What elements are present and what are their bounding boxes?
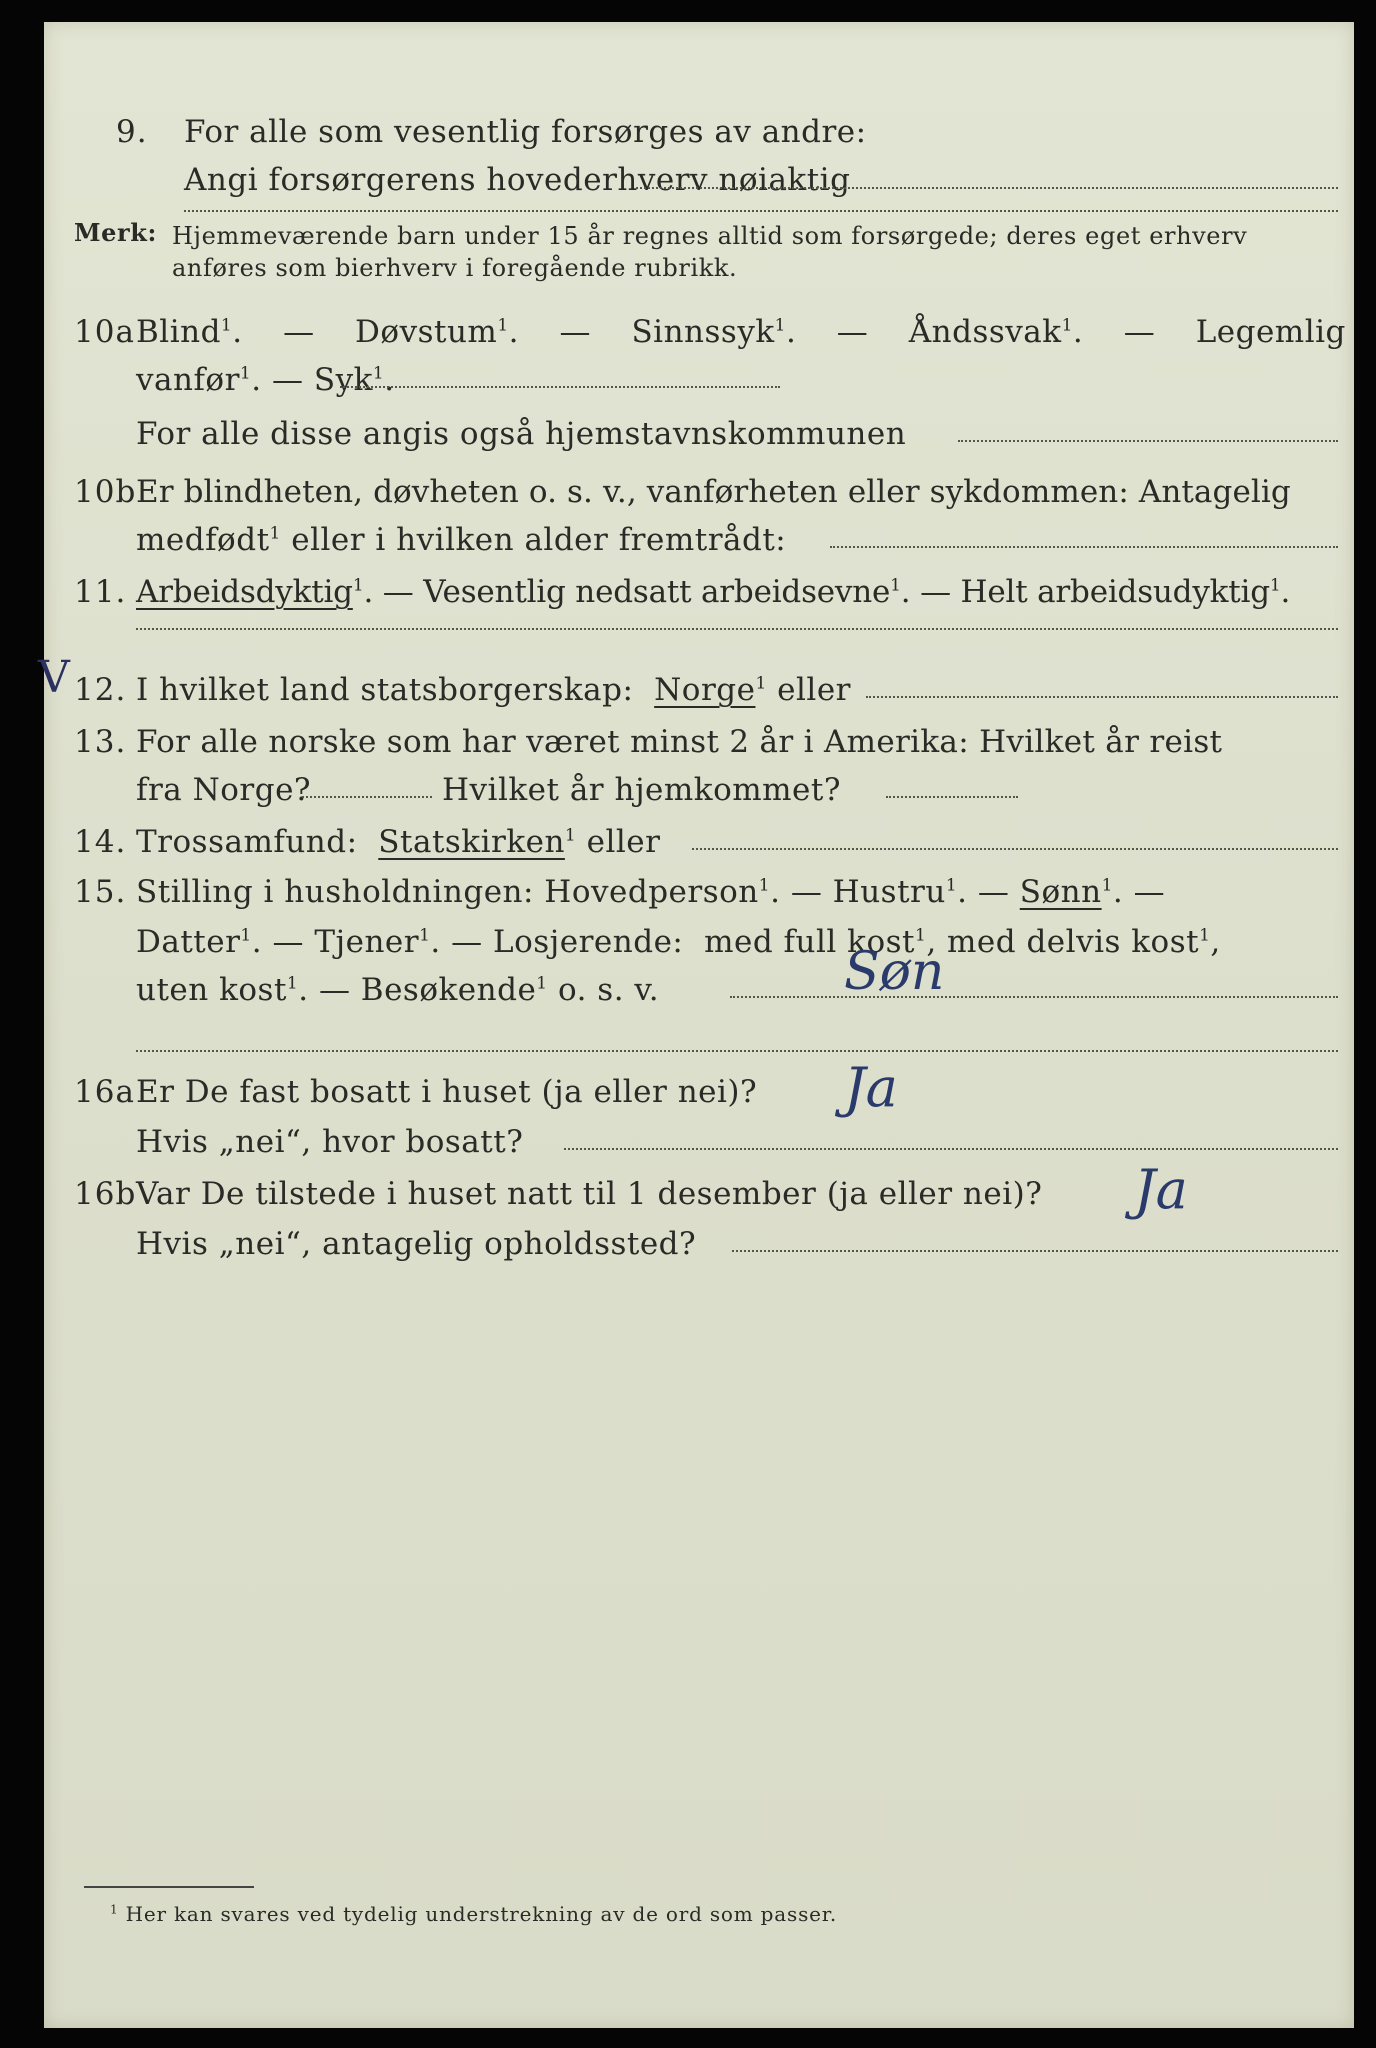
q16a-number: 16a (74, 1074, 135, 1110)
q9-number: 9. (116, 114, 148, 150)
merk-label: Merk: (74, 218, 157, 247)
q15-answer-line[interactable] (730, 996, 1338, 998)
q10a-answer-line[interactable] (340, 386, 780, 388)
q15-line1: Stilling i husholdningen: Hovedperson$^1$. — Hustru$^1$. — Sønn$^1$. — (136, 874, 1166, 910)
q10a-number: 10a (74, 314, 135, 350)
q13-reist-line[interactable] (302, 796, 432, 798)
q12-answer-line[interactable] (866, 696, 1338, 698)
q10b-line1: Er blindheten, døvheten o. s. v., vanførheten eller sykdommen: Antagelig (136, 474, 1291, 510)
q16a-line2: Hvis „nei“, hvor bosatt? (136, 1124, 524, 1160)
merk-line1: Hjemmeværende barn under 15 år regnes alltid som forsørgede; deres eget erhverv (172, 222, 1248, 250)
q10a-dovstum: Døvstum (355, 314, 498, 350)
q9-answer-line[interactable] (636, 187, 1338, 189)
q14-number: 14. (74, 824, 127, 860)
q9-line2: Angi forsørgerens hovederhverv nøiaktig (184, 162, 851, 198)
q16b-answer-line[interactable] (732, 1250, 1338, 1252)
q10b-answer-line[interactable] (830, 546, 1338, 548)
q11-line1: Arbeidsdyktig$^1$. — Vesentlig nedsatt arbeidsevne$^1$. — Helt arbeidsudyktig$^1$. (136, 574, 1291, 610)
q11-number: 11. (74, 574, 127, 610)
q10a-hjemstavn-line[interactable] (958, 440, 1338, 442)
q10b-number: 10b (74, 474, 137, 510)
q13-line2b: Hvilket år hjemkommet? (442, 772, 841, 808)
q13-line2a: fra Norge? (136, 772, 312, 808)
q15-answer-line-2[interactable] (136, 1050, 1338, 1052)
check-mark: V (38, 652, 70, 703)
q11-answer-line[interactable] (136, 628, 1338, 630)
q12-number: 12. (74, 672, 127, 708)
q16b-number: 16b (74, 1176, 137, 1212)
q16a-handwritten-answer: Ja (844, 1056, 898, 1119)
merk-line2: anføres som bierhverv i foregående rubrikk. (172, 254, 738, 282)
footnote: $^1$ Her kan svares ved tydelig understrekning av de ord som passer. (110, 1902, 838, 1926)
q16b-line1: Var De tilstede i huset natt til 1 desember (ja eller nei)? (136, 1176, 1043, 1212)
footnote-rule (84, 1886, 254, 1888)
q14-answer-line[interactable] (692, 848, 1338, 850)
q11-arbeidsdyktig: Arbeidsdyktig (136, 574, 353, 610)
q14-statskirken: Statskirken (378, 824, 565, 860)
q15-number: 15. (74, 874, 127, 910)
q10a-line1: Blind$^1$. — Døvstum$^1$. — Sinnssyk$^1$. — Åndssvak$^1$. — Legemlig (136, 314, 1346, 350)
q10a-legemlig: Legemlig (1195, 314, 1346, 350)
q16a-line1: Er De fast bosatt i huset (ja eller nei)? (136, 1074, 758, 1110)
q10a-blind: Blind (136, 314, 221, 350)
q15-handwritten-answer: Søn (844, 942, 945, 1002)
q13-line1: For alle norske som har været minst 2 år i Amerika: Hvilket år reist (136, 724, 1223, 760)
q12-norge: Norge (654, 672, 756, 708)
q9-line1: For alle som vesentlig forsørges av andre: (184, 114, 867, 150)
q16a-answer-line[interactable] (564, 1148, 1338, 1150)
q16b-line2: Hvis „nei“, antagelig opholdssted? (136, 1226, 697, 1262)
q10a-andssvak: Åndssvak (908, 314, 1062, 350)
q10a-line3: For alle disse angis også hjemstavnskommunen (136, 416, 907, 452)
q14-line1: Trossamfund: Statskirken$^1$ eller (136, 824, 661, 860)
q9-answer-line-2[interactable] (184, 210, 1338, 212)
q10b-line2: medfødt$^1$ eller i hvilken alder fremtrådt: (136, 522, 787, 558)
q12-line1: I hvilket land statsborgerskap: Norge$^1$ eller (136, 672, 851, 708)
q13-number: 13. (74, 724, 127, 760)
q15-sonn: Sønn (1019, 874, 1102, 910)
q10a-sinnssyk: Sinnssyk (631, 314, 775, 350)
q10a-line2: vanfør$^1$. — Syk$^1$. (136, 362, 395, 398)
q15-line3: uten kost$^1$. — Besøkende$^1$ o. s. v. (136, 972, 660, 1008)
q16b-handwritten-answer: Ja (1134, 1158, 1188, 1221)
q13-hjemkommet-line[interactable] (886, 796, 1018, 798)
census-form-page (38, 22, 1354, 2028)
q15-line2: Datter$^1$. — Tjener$^1$. — Losjerende: med full kost$^1$, med delvis kost$^1$, (136, 924, 1221, 960)
